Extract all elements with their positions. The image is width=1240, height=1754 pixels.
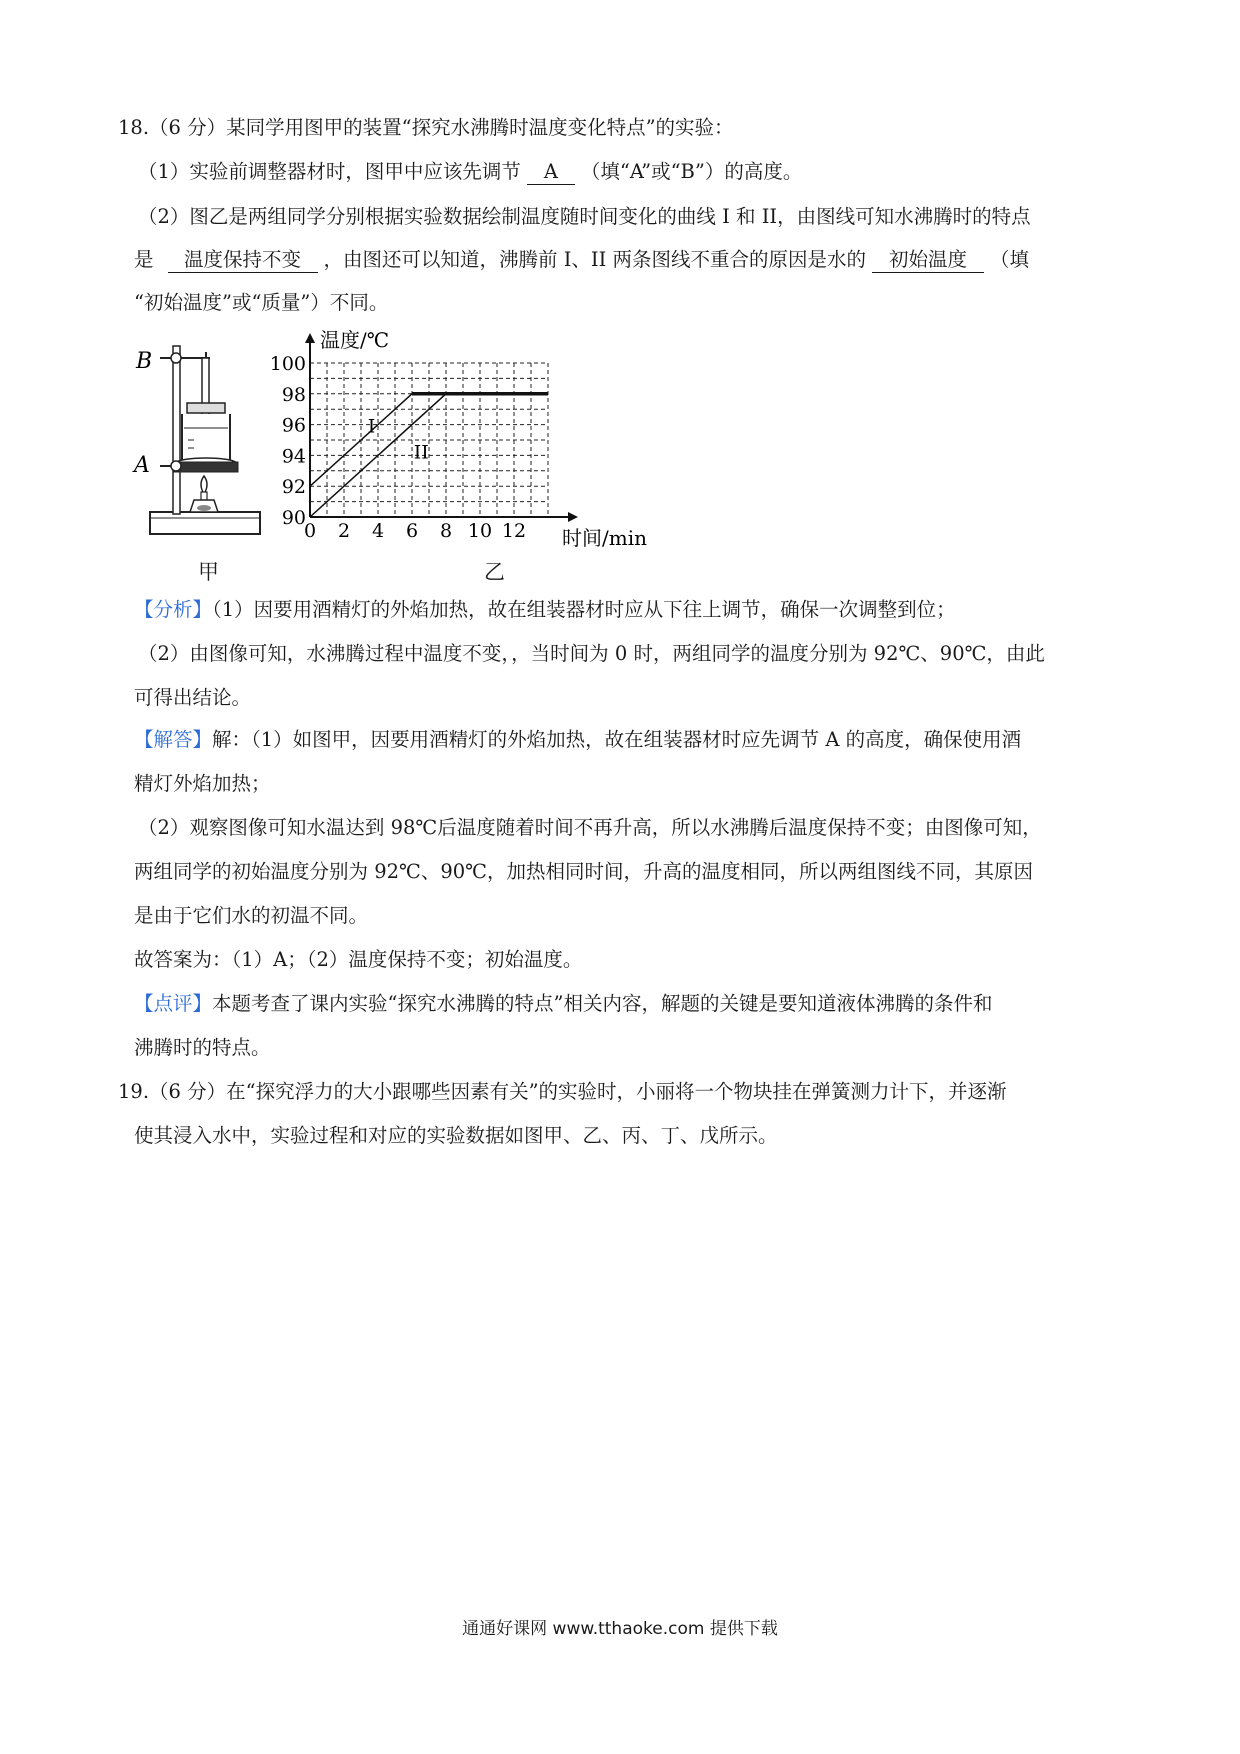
y-tick-label: 100 bbox=[269, 353, 306, 375]
x-tick-label: 0 bbox=[303, 520, 317, 542]
series-label-I: I bbox=[367, 415, 376, 438]
y-tick-label: 96 bbox=[281, 414, 306, 437]
solution-line3: （2）观察图像可知水温达到 98℃后温度随着时间不再升高，所以水沸腾后温度保持不变；由图像可知， bbox=[138, 816, 1042, 839]
q18-part2-suffix: （填 bbox=[990, 248, 1030, 271]
analysis-line1 bbox=[134, 596, 956, 624]
q19-line1: 19.（6 分）在“探究浮力的大小跟哪些因素有关”的实验时，小丽将一个物块挂在弹簧测力计下，并逐渐 bbox=[118, 1080, 1007, 1103]
q18-part2-prefix: 是 bbox=[134, 248, 154, 271]
stand-base bbox=[150, 512, 260, 534]
x-tick-label: 4 bbox=[371, 520, 385, 542]
y-tick-label: 92 bbox=[281, 476, 306, 499]
footer-source: 通通好课网 www.tthaoke.com 提供下载 bbox=[462, 1619, 778, 1639]
q19-line2: 使其浸入水中，实验过程和对应的实验数据如图甲、乙、丙、丁、戊所示。 bbox=[134, 1124, 778, 1147]
x-tick-label: 10 bbox=[467, 520, 493, 542]
flame bbox=[201, 476, 207, 494]
q18-answer-initial-temperature: 初始温度 bbox=[872, 248, 984, 273]
analysis-tag: 【分析】 bbox=[134, 598, 213, 621]
analysis-line3: 可得出结论。 bbox=[134, 686, 252, 709]
y-tick-label: 90 bbox=[281, 507, 306, 529]
q18-part2-line2 bbox=[134, 246, 1029, 274]
x-tick-label: 2 bbox=[337, 520, 351, 542]
comment-line1 bbox=[134, 990, 992, 1018]
comment-tag: 【点评】 bbox=[134, 992, 213, 1015]
comment-line2: 沸腾时的特点。 bbox=[134, 1036, 271, 1059]
analysis-line2: （2）由图像可知，水沸腾过程中温度不变，，当时间为 0 时，两组同学的温度分别为 92℃、90℃，由此 bbox=[138, 642, 1045, 665]
x-axis-label: 时间/min bbox=[562, 526, 647, 550]
final-answer: 故答案为：（1）A；（2）温度保持不变；初始温度。 bbox=[134, 948, 583, 971]
y-tick-label: 98 bbox=[281, 383, 306, 406]
q18-part2-middle: ，由图还可以知道，沸腾前 I、II 两条图线不重合的原因是水的 bbox=[323, 248, 867, 271]
analysis-text-1: （1）因要用酒精灯的外焰加热，故在组装器材时应从下往上调节，确保一次调整到位； bbox=[212, 598, 956, 621]
q18-stem: 18.（6 分）某同学用图甲的装置“探究水沸腾时温度变化特点”的实验： bbox=[118, 116, 734, 139]
series-label-II: II bbox=[413, 441, 429, 464]
q18-answer-a: A bbox=[527, 160, 575, 185]
comment-text-1: 本题考查了课内实验“探究水沸腾的特点”相关内容，解题的关键是要知道液体沸腾的条件和 bbox=[212, 992, 993, 1015]
q18-answer-temperature-constant: 温度保持不变 bbox=[168, 248, 318, 273]
q18-part1 bbox=[138, 158, 802, 186]
wire-gauze bbox=[174, 462, 238, 472]
y-tick-label: 94 bbox=[281, 445, 306, 468]
solution-line5: 是由于它们水的初温不同。 bbox=[134, 904, 369, 927]
solution-line4: 两组同学的初始温度分别为 92℃、90℃，加热相同时间，升高的温度相同，所以两组图线不同，其原因 bbox=[134, 860, 1033, 883]
y-axis-label: 温度/℃ bbox=[320, 328, 390, 352]
solution-tag: 【解答】 bbox=[134, 728, 213, 751]
q18-part2-line3: “初始温度”或“质量”）不同。 bbox=[134, 291, 389, 314]
apparatus-figure bbox=[130, 336, 270, 548]
caption-yi: 乙 bbox=[484, 560, 505, 584]
solution-line1 bbox=[134, 726, 1021, 754]
label-a: A bbox=[134, 453, 150, 478]
q18-part1-text: （1）实验前调整器材时，图甲中应该先调节 bbox=[138, 160, 521, 183]
x-tick-label: 8 bbox=[439, 520, 453, 542]
solution-text-1: 解：（1）如图甲，因要用酒精灯的外焰加热，故在组装器材时应先调节 A 的高度，确保使用酒 bbox=[212, 728, 1022, 751]
caption-jia: 甲 bbox=[198, 560, 219, 584]
temperature-time-chart bbox=[269, 325, 730, 575]
x-tick-label: 6 bbox=[405, 520, 419, 542]
x-axis-arrow bbox=[568, 512, 578, 522]
q18-part2-line1: （2）图乙是两组同学分别根据实验数据绘制温度随时间变化的曲线 I 和 II，由图线可知水沸腾时的特点 bbox=[138, 205, 1031, 228]
solution-line2: 精灯外焰加热； bbox=[134, 772, 271, 795]
y-axis-arrow bbox=[305, 333, 315, 343]
label-b: B bbox=[136, 349, 153, 374]
q18-part1-tail: （填“A”或“B”）的高度。 bbox=[580, 160, 803, 183]
stand-rod bbox=[173, 346, 180, 514]
x-tick-label: 12 bbox=[501, 520, 527, 542]
beaker bbox=[182, 414, 230, 460]
